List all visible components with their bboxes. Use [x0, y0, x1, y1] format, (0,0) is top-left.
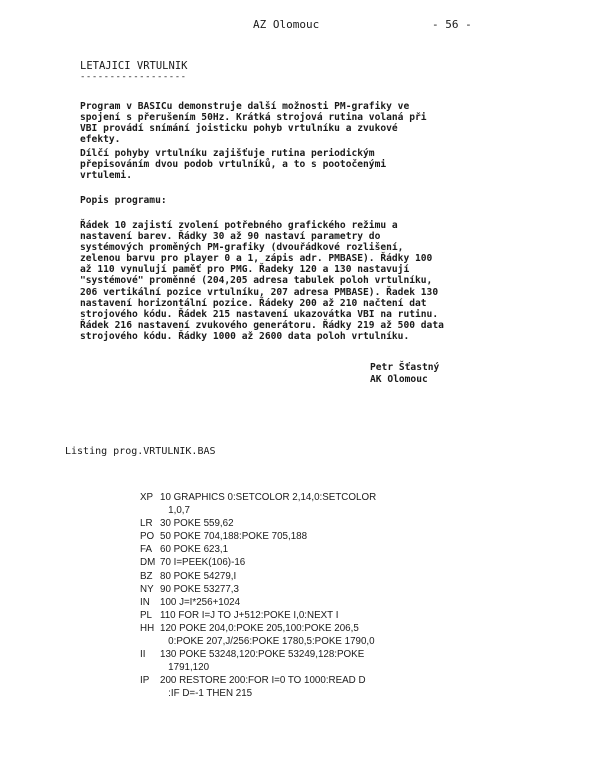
code-line-text: 0:POKE 207,J/256:POKE 1780,5:POKE 1790,0 [160, 636, 375, 648]
code-line [140, 517, 460, 530]
code-line-text: 60 POKE 623,1 [160, 544, 229, 556]
code-line-text: 1791,120 [160, 662, 210, 674]
code-line-text: 200 RESTORE 200:FOR I=0 TO 1000:READ D [160, 675, 366, 687]
code-line-checksum [140, 635, 160, 648]
code-line [140, 648, 460, 661]
code-line [140, 556, 460, 569]
listing-label: Listing prog.VRTULNIK.BAS [65, 446, 216, 457]
intro-paragraph: Program v BASICu demonstruje další možnosti PM-grafiky ve spojení s přerušením 50Hz. Krátká strojová rutina volaná při VBI provádí snímání joisticku pohyb vrtulníku a zvukové efekty. [80, 101, 427, 146]
code-line-checksum: HH [140, 622, 155, 634]
code-line-checksum: PL [140, 609, 152, 621]
code-line-text: 80 POKE 54279,I [160, 570, 237, 582]
code-line [140, 530, 460, 543]
code-line-checksum: IN [140, 596, 150, 608]
code-line-text: :IF D=-1 THEN 215 [160, 688, 253, 700]
code-line-text: 90 POKE 53277,3 [160, 583, 239, 595]
code-line [140, 635, 460, 648]
code-line [140, 504, 460, 517]
rotor-paragraph: Dílčí pohyby vrtulníku zajišťuje rutina periodickým přepisováním dvou podob vrtulníků, a to s pootočenými vrtulemi. [80, 148, 387, 182]
code-line-checksum: DM [140, 557, 156, 569]
code-line-text: 100 J=I*256+1024 [160, 596, 241, 608]
code-line-checksum: IP [140, 675, 150, 687]
code-line-checksum: LR [140, 518, 153, 530]
code-line-text: 10 GRAPHICS 0:SETCOLOR 2,14,0:SETCOLOR [160, 492, 377, 503]
signature-club: AK Olomouc [370, 374, 428, 385]
code-line [140, 583, 460, 596]
code-line-text: 50 POKE 704,188:POKE 705,188 [160, 531, 308, 543]
code-line-text: 130 POKE 53248,120:POKE 53249,128:POKE [160, 649, 365, 661]
program-description-paragraph: Řádek 10 zajistí zvolení potřebného grafického režimu a nastavení barev. Řádky 30 až 90 nastaví parametry do systémových proměných PM-grafiky (dvouřádkové rozlišení, zelenou barvu pro player 0 a 1, zápis adr. PMBASE). Řádky 100 až 110 vynulují paměť pro PMG. Řadeky 120 a 130 nastavují "systémové" proměnné (204,205 adresa tabulek poloh vrtulníku, 206 vertikální pozice vrtulníku, 207 adresa PMBASE). Řadek 130 nastavení horizontální pozice. Řádeky 200 až 210 načtení dat strojového kódu. Řádek 215 nastavení ukazovátka VBI na rutinu. Řádek 216 nastavení zvukového generátoru. Řádky 219 až 500 data strojového kódu. Řádky 1000 až 2600 data poloh vrtulníku. [80, 220, 444, 342]
section-label-program-description: Popis programu: [80, 195, 167, 206]
title-underline: ------------------ [80, 72, 187, 82]
code-line-checksum: NY [140, 583, 154, 595]
page-header [0, 18, 600, 34]
code-line-checksum [140, 661, 160, 674]
code-line-checksum: XP [140, 492, 154, 503]
code-line [140, 661, 460, 674]
code-line [140, 609, 460, 622]
code-line-checksum [140, 504, 160, 517]
article-title: LETAJICI VRTULNIK [80, 60, 188, 72]
code-line [140, 596, 460, 609]
code-line [140, 687, 460, 700]
code-line-text: 110 FOR I=J TO J+512:POKE I,0:NEXT I [160, 609, 339, 621]
code-line [140, 491, 460, 504]
code-listing [140, 491, 460, 701]
code-line-checksum [140, 687, 160, 700]
page-number: - 56 - [432, 18, 472, 31]
code-line-checksum: FA [140, 544, 152, 556]
code-line [140, 622, 460, 635]
code-line-text: 70 I=PEEK(106)-16 [160, 557, 246, 569]
code-line [140, 674, 460, 687]
signature [370, 362, 439, 386]
code-line-checksum: BZ [140, 570, 153, 582]
signature-name: Petr Šťastný [370, 362, 440, 373]
code-line [140, 570, 460, 583]
header-club-name: AZ Olomouc [253, 18, 320, 31]
code-line [140, 543, 460, 556]
code-line-text: 120 POKE 204,0:POKE 205,100:POKE 206,5 [160, 622, 359, 634]
code-line-text: 1,0,7 [160, 505, 190, 517]
code-line-checksum: II [140, 649, 146, 661]
code-line-text: 30 POKE 559,62 [160, 518, 234, 530]
code-line-checksum: PO [140, 531, 155, 543]
